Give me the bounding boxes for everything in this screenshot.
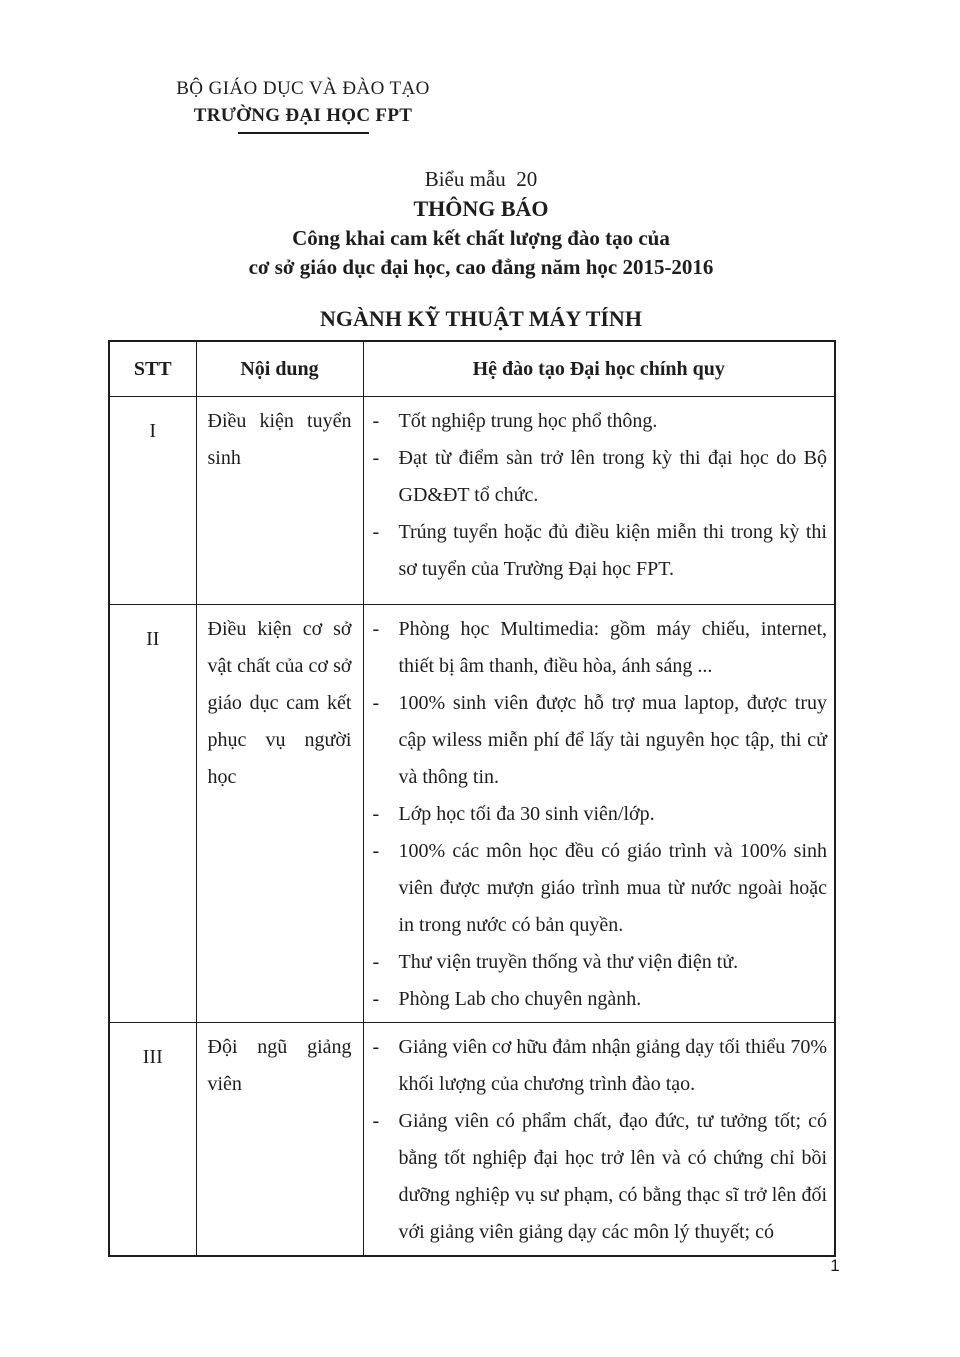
bullet-text: 100% các môn học đều có giáo trình và 100% sinh viên được mượn giáo trình mua từ nước ngoài hoặc in trong nước có bản quyền.	[398, 840, 827, 936]
bullet-dash-marker: -	[372, 692, 380, 714]
form-label: Biểu mẫu 20	[424, 167, 538, 191]
col-header-noidung: Nội dung	[196, 341, 363, 397]
university-name: TRƯỜNG ĐẠI HỌC FPT	[193, 105, 413, 126]
subtitle-line-1: Công khai cam kết chất lượng đào tạo của	[292, 226, 670, 250]
bullet-dash-marker: -	[372, 951, 380, 973]
table-header-row	[109, 341, 835, 397]
bullet-item	[373, 440, 828, 514]
bullet-item	[373, 514, 828, 588]
bullet-dash-marker: -	[372, 1110, 380, 1132]
row-number-cell: II	[109, 605, 196, 1023]
col-header-he-dao-tao: Hệ đào tạo Đại học chính quy	[363, 341, 835, 397]
bullet-dash-marker: -	[372, 410, 380, 432]
bullet-item	[373, 611, 828, 685]
bullet-item	[373, 1029, 828, 1103]
bullet-item	[373, 403, 828, 440]
bullet-item	[373, 1103, 828, 1251]
bullet-text: Đạt từ điểm sàn trở lên trong kỳ thi đại học do Bộ GD&ĐT tổ chức.	[398, 447, 827, 506]
bullet-text: Thư viện truyền thống và thư viện điện tử.	[398, 951, 739, 973]
title-block	[110, 164, 852, 333]
bullet-text: Lớp học tối đa 30 sinh viên/lớp.	[398, 803, 655, 825]
table-body	[109, 397, 835, 1257]
bullet-dash-marker: -	[372, 521, 380, 543]
page-number: 1	[830, 1256, 840, 1275]
header-underline	[238, 132, 369, 134]
bullet-dash-marker: -	[372, 618, 380, 640]
commitment-table	[108, 340, 836, 1257]
bullet-dash-marker: -	[372, 447, 380, 469]
bullet-text: Giảng viên có phẩm chất, đạo đức, tư tưởng tốt; có bằng tốt nghiệp đại học trở lên và có chứng chỉ bồi dưỡng nghiệp vụ sư phạm, có bằng thạc sĩ trở lên đối với giảng viên giảng dạy các môn lý thuyết; có	[398, 1110, 827, 1243]
table-row	[109, 605, 835, 1023]
subtitle-line-2: cơ sở giáo dục đại học, cao đẳng năm học 2015-2016	[248, 255, 714, 279]
bullet-item	[373, 685, 828, 796]
notice-title: THÔNG BÁO	[413, 196, 549, 221]
table-row	[109, 1023, 835, 1257]
bullet-text: Giảng viên cơ hữu đảm nhận giảng dạy tối thiểu 70% khối lượng của chương trình đào tạo.	[398, 1036, 827, 1095]
details-cell	[363, 397, 835, 605]
ministry-name: BỘ GIÁO DỤC VÀ ĐÀO TẠO	[176, 78, 430, 99]
bullet-item	[373, 944, 828, 981]
bullet-text: Tốt nghiệp trung học phổ thông.	[398, 410, 658, 432]
major-title: NGÀNH KỸ THUẬT MÁY TÍNH	[320, 306, 642, 331]
bullet-item	[373, 833, 828, 944]
col-header-stt: STT	[109, 341, 196, 397]
bullet-text: 100% sinh viên được hỗ trợ mua laptop, được truy cập wiless miễn phí để lấy tài nguyên học tập, thi cử và thông tin.	[398, 692, 827, 788]
bullet-item	[373, 796, 828, 833]
bullet-dash-marker: -	[372, 840, 380, 862]
bullet-dash-marker: -	[372, 803, 380, 825]
topic-cell: Điều kiện cơ sở vật chất của cơ sở giáo dục cam kết phục vụ người học	[196, 605, 363, 1023]
row-number-cell: I	[109, 397, 196, 605]
bullet-item	[373, 981, 828, 1018]
details-cell	[363, 605, 835, 1023]
agency-header	[132, 75, 474, 134]
row-number-cell: III	[109, 1023, 196, 1257]
bullet-text: Phòng Lab cho chuyên ngành.	[398, 988, 642, 1010]
bullet-dash-marker: -	[372, 1036, 380, 1058]
bullet-text: Trúng tuyển hoặc đủ điều kiện miễn thi trong kỳ thi sơ tuyển của Trường Đại học FPT.	[398, 521, 827, 580]
details-cell	[363, 1023, 835, 1257]
table-row	[109, 397, 835, 605]
bullet-dash-marker: -	[372, 988, 380, 1010]
bullet-text: Phòng học Multimedia: gồm máy chiếu, internet, thiết bị âm thanh, điều hòa, ánh sáng ...	[398, 618, 827, 677]
topic-cell: Điều kiện tuyển sinh	[196, 397, 363, 605]
topic-cell: Đội ngũ giảng viên	[196, 1023, 363, 1257]
